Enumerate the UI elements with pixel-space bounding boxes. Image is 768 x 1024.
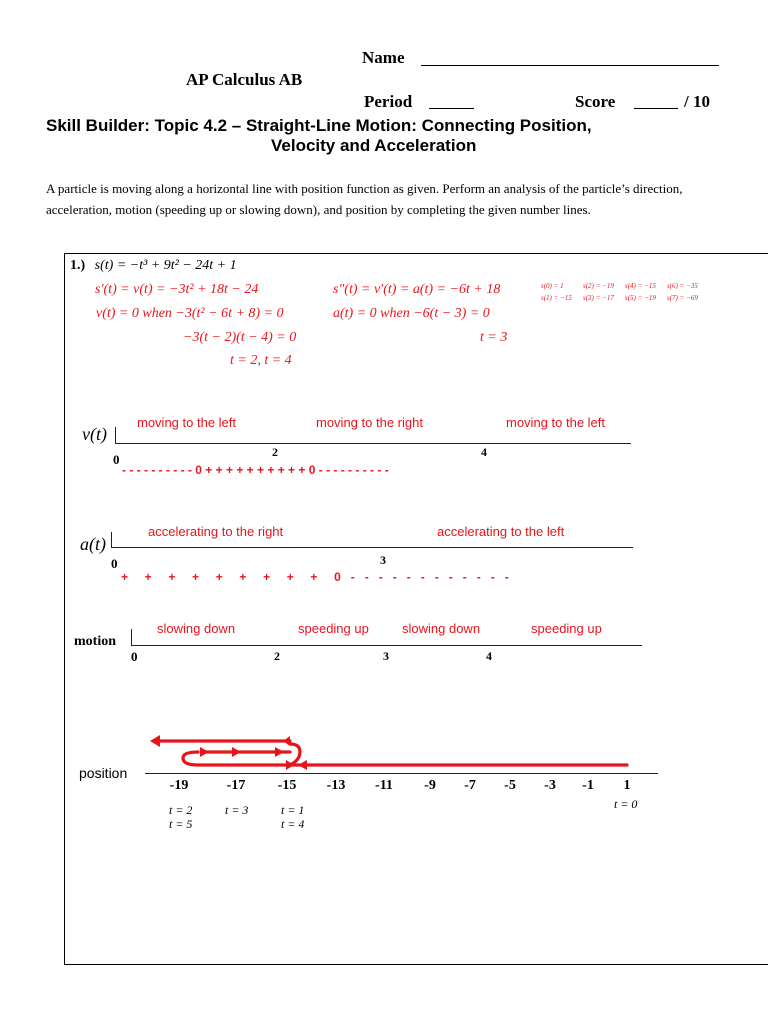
arrowhead-left-bottom <box>298 760 307 770</box>
score-total: / 10 <box>684 92 710 111</box>
position-tick-minus17: -17 <box>226 778 246 793</box>
period-label: Period <box>364 92 413 111</box>
position-values-row1: s(0) = 1 s(2) = −19 s(4) = −15 s(6) = −35 <box>541 282 698 290</box>
position-tick-minus9: -9 <box>424 778 436 793</box>
position-tick-minus1: -1 <box>582 778 594 793</box>
velocity-tick-2: 2 <box>272 445 278 459</box>
position-tick-minus5: -5 <box>504 778 516 793</box>
velocity-factored-line: −3(t − 2)(t − 4) = 0 <box>183 330 297 345</box>
velocity-start-label: 0 <box>113 452 120 467</box>
acceleration-start-label: 0 <box>111 556 118 571</box>
position-note-minus19: t = 2 t = 5 <box>169 803 193 831</box>
acceleration-segment-1: accelerating to the right <box>148 524 284 539</box>
position-values-row2: s(1) = −15 s(3) = −17 s(5) = −19 s(7) = −69 <box>541 294 698 302</box>
score-label: Score <box>575 92 616 111</box>
second-derivative-line: s″(t) = v′(t) = a(t) = −6t + 18 <box>333 282 501 297</box>
course-title: AP Calculus AB <box>186 70 303 89</box>
arrowhead-left-top <box>150 735 160 747</box>
velocity-segment-2: moving to the right <box>316 415 423 430</box>
arrowhead-right-mid <box>232 747 241 757</box>
velocity-tick-4: 4 <box>481 445 487 459</box>
position-tick-1: 1 <box>623 778 631 793</box>
acceleration-segment-2: accelerating to the left <box>437 524 565 539</box>
position-note-1: t = 0 <box>614 797 638 811</box>
motion-segment-2: speeding up <box>298 621 369 636</box>
position-note-minus15: t = 1 t = 4 <box>281 803 305 831</box>
motion-segment-4: speeding up <box>531 621 602 636</box>
acceleration-sign-chart: + + + + + + + + + 0 - - - - - - - - - - - - <box>121 570 509 584</box>
problem-statement: 1.) s(t) = −t³ + 9t² − 24t + 1 <box>70 258 237 273</box>
velocity-sign-chart: - - - - - - - - - - 0 + + + + + + + + + + 0 - - - - - - - - - - <box>122 463 389 477</box>
acceleration-zero-line: a(t) = 0 when −6(t − 3) = 0 <box>333 306 490 321</box>
position-tick-minus13: -13 <box>326 778 346 793</box>
motion-segment-1: slowing down <box>157 621 236 636</box>
velocity-segment-1: moving to the left <box>137 415 236 430</box>
position-tick-minus15: -15 <box>277 778 297 793</box>
position-tick-minus7: -7 <box>464 778 476 793</box>
position-tick-minus11: -11 <box>375 778 393 793</box>
velocity-line-label: v(t) <box>82 424 107 444</box>
page-title-line1: Skill Builder: Topic 4.2 – Straight-Line Motion: Connecting Position, <box>46 116 592 135</box>
motion-tick-2: 2 <box>274 649 280 663</box>
name-label: Name <box>362 48 405 67</box>
acceleration-tick-3: 3 <box>380 553 386 567</box>
motion-start-label: 0 <box>131 649 138 664</box>
acceleration-root-line: t = 3 <box>480 330 508 345</box>
intro-paragraph: A particle is moving along a horizontal line with position function as given. Perform an analysis of the particle’s direction, acceleration, motion (speeding up or slowing down), and position by completing the given number lines. <box>46 181 683 217</box>
path-turn-at-minus15 <box>290 744 300 765</box>
position-note-minus17: t = 3 <box>225 803 249 817</box>
velocity-segment-3: moving to the left <box>506 415 605 430</box>
motion-tick-3: 3 <box>383 649 389 663</box>
velocity-zero-line: v(t) = 0 when −3(t² − 6t + 8) = 0 <box>96 306 284 321</box>
position-tick-minus3: -3 <box>544 778 556 793</box>
page-title-line2: Velocity and Acceleration <box>271 136 477 155</box>
derivative-line: s′(t) = v(t) = −3t² + 18t − 24 <box>95 282 259 297</box>
position-tick-minus19: -19 <box>169 778 189 793</box>
motion-tick-4: 4 <box>486 649 492 663</box>
acceleration-line-label: a(t) <box>80 534 106 554</box>
motion-segment-3: slowing down <box>402 621 481 636</box>
motion-line-label: motion <box>74 634 116 649</box>
position-line-label: position <box>79 765 128 781</box>
velocity-roots-line: t = 2, t = 4 <box>230 353 292 368</box>
